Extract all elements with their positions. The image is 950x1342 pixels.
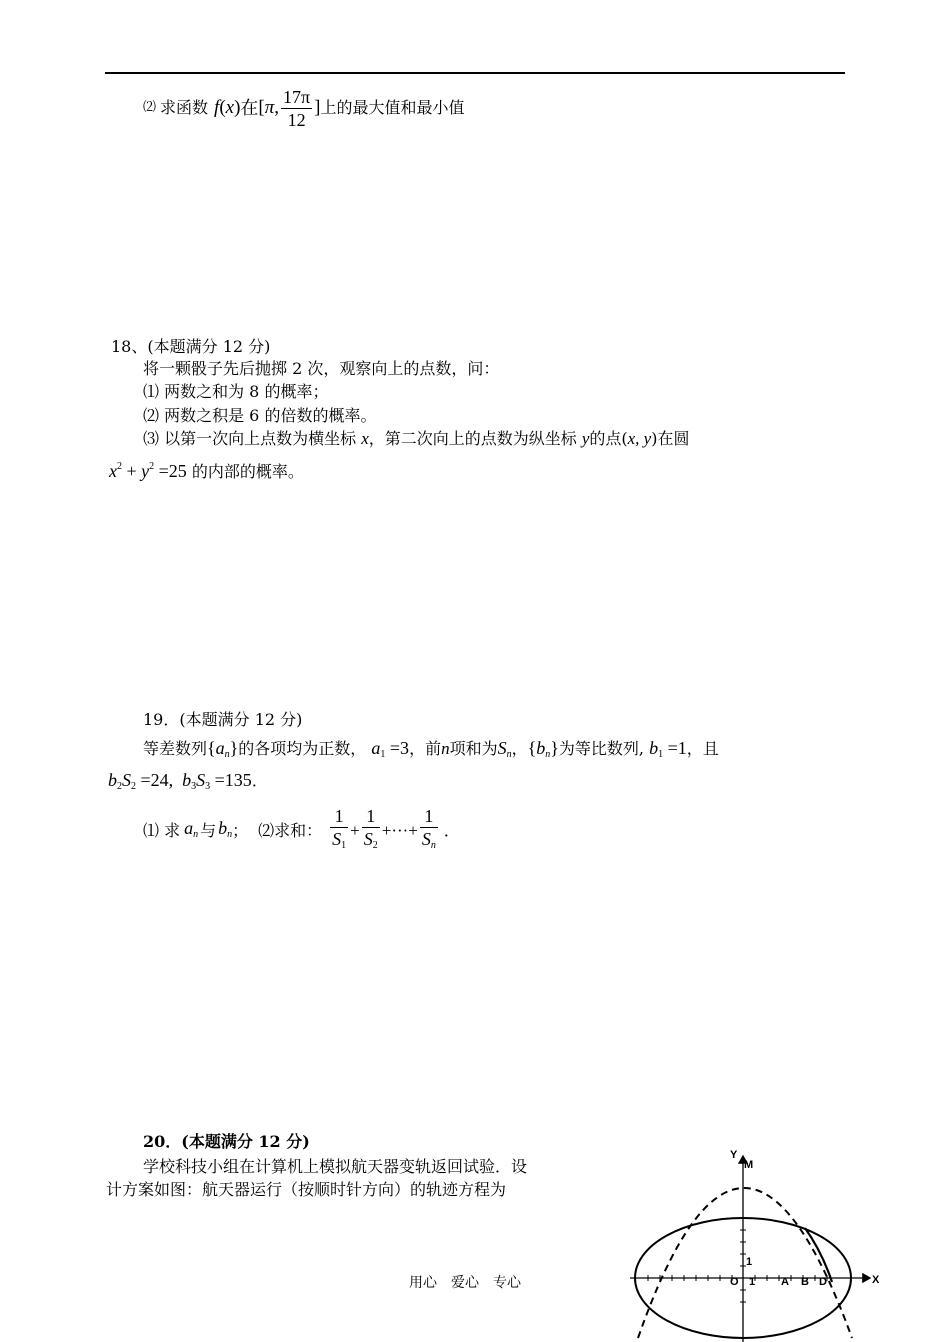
q18-part2: ⑵ 两数之积是 6 的倍数的概率。 (143, 406, 377, 425)
q19-condition: $b_2S_2 =24$, $b_3S_3 =135$ (108, 770, 252, 792)
page-footer: 用心 爱心 专心 (409, 1275, 521, 1291)
label-m: M (744, 1159, 754, 1171)
q19-Sn: $S_n$ (497, 738, 512, 760)
q19-parts: ⑴ 求 $a_n$ 与 $b_n$ ； ⑵求和： $\frac{1}{S_1}$ + $\frac{1}{S_2}$ +···+ $\frac{1}{S_n}$ ． (143, 801, 460, 861)
q18-part3 (143, 428, 689, 450)
q18-part3-b: ，第二次向上的点数为纵坐标 (368, 429, 577, 448)
q20-line2: 计方案如图：航天器运行（按顺时针方向）的轨迹方程为 (106, 1180, 507, 1199)
q18-part3-a: ⑶ 以第一次向上点数为横坐标 (143, 429, 357, 448)
q19-header: 19．(本题满分 12 分) (143, 710, 303, 729)
q19-l1-b: 的各项均为正数， (238, 739, 367, 758)
q19-seq-a: $\{a_n\}$ (207, 738, 239, 760)
q17-part2-text-b: 上的最大值和最小值 (320, 98, 465, 117)
q19-bn: $b_n$ (218, 817, 233, 840)
parabola-trajectory (638, 1188, 852, 1338)
q17-interval-fraction (281, 86, 312, 131)
label-d: D (819, 1276, 827, 1288)
q20-header: 20．(本题满分 12 分) (143, 1132, 310, 1151)
q19-line1 (143, 737, 719, 766)
q19-l1-f: 为等比数列, (558, 739, 644, 758)
q19-seq-b: $\{b_n\}$ (527, 738, 559, 760)
q18-stem: 将一颗骰子先后抛掷 2 次，观察向上的点数，问： (143, 359, 500, 378)
q20-line1: 学校科技小组在计算机上模拟航天器变轨返回试验．设 (143, 1157, 528, 1176)
q17-part2 (143, 80, 464, 136)
orbit-figure (620, 1142, 890, 1342)
label-one-x: 1 (749, 1276, 756, 1288)
q18-part3-c: 的点( (589, 429, 628, 448)
q19-l1-g: ，且 (686, 739, 719, 758)
q19-p1-a: ⑴ 求 (143, 821, 181, 840)
q18-var-x: x (361, 429, 369, 448)
q19-line2: $b_2S_2 =24$, $b_3S_3 =135$． (108, 770, 268, 792)
q17-text-in: 在 (240, 98, 259, 118)
q19-frac-1: $\frac{1}{S_1}$ (330, 805, 348, 857)
q19-p1-c: ； (232, 821, 249, 840)
label-x: X (872, 1274, 880, 1286)
q19-l1-a: 等差数列 (143, 739, 208, 758)
q18-part3-e: 的内部的概率。 (191, 462, 304, 481)
q19-n: n (441, 739, 450, 758)
q19-p2-a: ⑵求和： (258, 821, 323, 840)
q19-l1-c: ，前 (409, 739, 442, 758)
q18-part3-d: )在圆 (651, 429, 690, 448)
axis-ticks (648, 1230, 827, 1302)
q19-frac-n: $\frac{1}{S_n}$ (420, 805, 438, 857)
q18-point: x, y (627, 429, 652, 448)
header-rule (105, 72, 845, 74)
label-one-y: 1 (746, 1256, 753, 1268)
q19-l1-e: ， (511, 739, 528, 758)
q17-part2-label: ⑵ (143, 100, 157, 115)
q18-circle-eq: $x^2 + y^2 =25$ (109, 461, 187, 481)
q18-part1: ⑴ 两数之和为 8 的概率； (143, 382, 329, 401)
q17-interval-open: [π, (258, 97, 280, 118)
q19-l1-d: 项和为 (449, 739, 498, 758)
q19-b1: $b_1 =1$ (649, 738, 687, 760)
q19-frac-2: $\frac{1}{S_2}$ (362, 805, 380, 857)
q17-frac-denominator: 12 (281, 108, 312, 131)
q19-p1-b: 与 (200, 821, 217, 840)
q17-func: f (214, 97, 220, 118)
q19-a1: $a_1 =3$ (371, 738, 410, 760)
q19-an: $a_n$ (184, 817, 199, 840)
q17-frac-numerator: 17π (283, 86, 311, 107)
q17-interval-close: ] (314, 97, 321, 118)
label-a: A (781, 1276, 789, 1288)
q19-p2-end: ． (443, 821, 460, 840)
label-b: B (801, 1276, 809, 1288)
q17-func-arg: (x) (219, 97, 241, 118)
q17-part2-text-a: 求函数 (160, 98, 209, 117)
label-o: O (730, 1276, 739, 1288)
q18-var-y: y (581, 429, 590, 448)
q18-part3-line2 (109, 456, 304, 483)
q18-header: 18、(本题满分 12 分) (111, 337, 271, 356)
label-y: Y (730, 1149, 738, 1161)
